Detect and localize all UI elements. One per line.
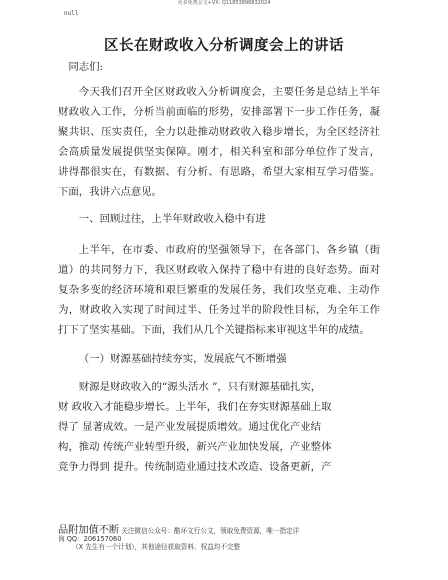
footer-notice [58,527,388,552]
footer-line-1 [58,527,388,535]
notice-text-2: 询 QQ：206157060 [58,535,122,544]
section-heading: 一、回顾过往，上半年财政收入稳中有进 [78,213,266,225]
paragraph-tail-text: 品附加值不断 [58,525,120,536]
intro-paragraph: 今天我们召开全区财政收入分析调度会，主要任务是总结上半年财政收入工作，分析当前面临的形势，安排部署下一步工作任务，凝聚共识、压实责任，全力以赴推动财政收入稳步增长，为全区经济社会高质量发展提供坚实保障。刚才，相关科室和部分单位作了发言，讲得都很实在，有数据、有分析、有思路，希望大家相互学习借鉴。下面，我讲六点意见。 [58,86,380,198]
paragraph-line: 构，推动 传统产业转型升级，新兴产业加快发展，产业整体 [58,441,332,453]
salutation: 同志们: [68,61,104,73]
notice-text-3: （X 先生有一个计划），其他途径获取资料、权益均不完整 [72,543,241,552]
document-body [58,57,380,477]
paragraph-line: 竞争力得到 提升。传统制造业通过技术改造、设备更新，产 [58,461,332,473]
paragraph-line: 财 政收入才能稳步增长。上半年，我们在夯实财源基础上取 [58,401,332,413]
top-banner: 更多免费会文+VX: Q11853896832024 [177,0,271,6]
paragraph-line: 得了 显著成效。一是产业发展提质增效。通过优化产业结 [58,421,322,433]
subsection-heading: （一）财源基础持续夯实，发展底气不断增强 [78,353,287,365]
section-paragraph: 上半年，在市委、市政府的坚强领导下，在各部门、各乡镇（街道）的共同努力下，我区财政收入保持了稳中有进的良好态势。面对复杂多变的经济环境和艰巨繁重的发展任务，我们攻坚克难、主动作为，财政收入实现了时间过半、任务过半的阶段性目标，为全年工作打下了坚实基础。下面，我们从几个关键指标来审视这半年的成绩。 [58,244,380,336]
subsection-paragraph [58,377,380,477]
notice-text-1: 关注微信公众号：酷坏文行公文，领取免费资源，唯一指定详 [121,527,300,535]
document-title: 区长在财政收入分析调度会上的讲话 [104,38,344,54]
paragraph-line: 财源是财政收入的“源头活水 ”，只有财源基础扎实， [78,381,322,393]
null-marker: null [64,10,79,17]
